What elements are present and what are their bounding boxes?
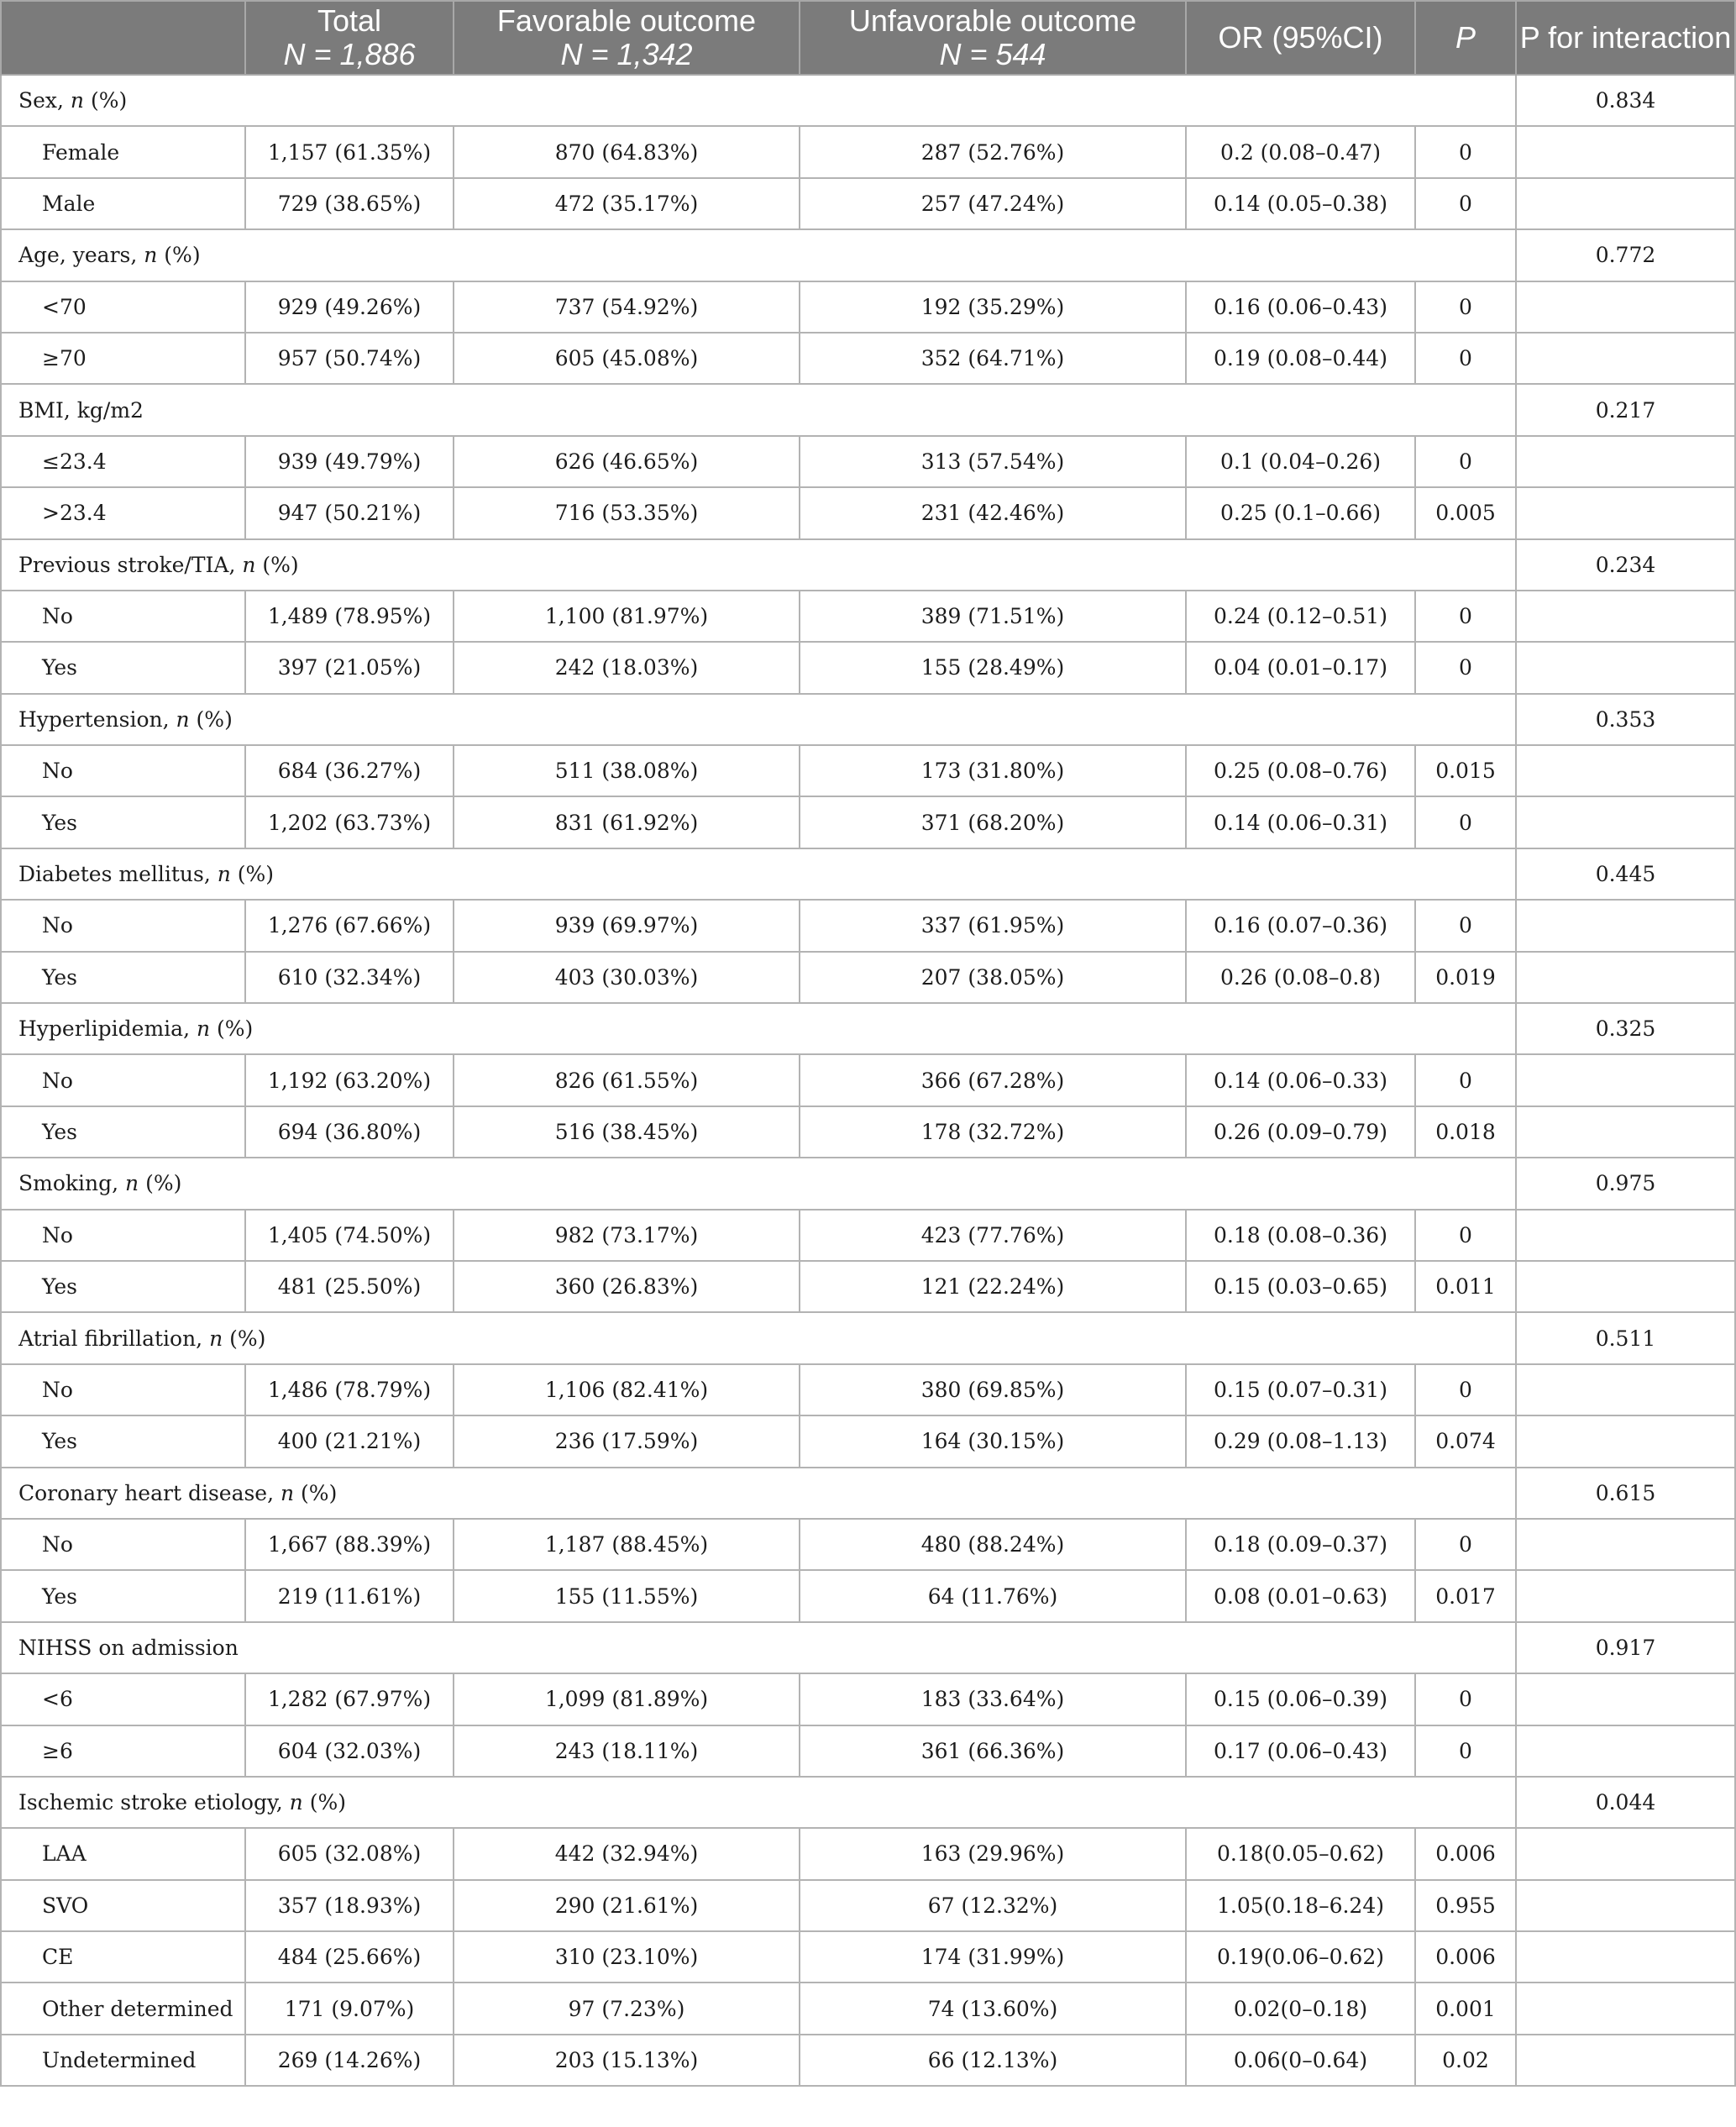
unfavorable-cell: 163 (29.96%) — [800, 1828, 1186, 1879]
unfavorable-cell: 121 (22.24%) — [800, 1261, 1186, 1312]
group-label-n: n — [209, 1326, 223, 1351]
table-body — [1, 75, 1735, 2086]
header-total: Total N = 1,886 — [245, 1, 454, 75]
unfavorable-cell: 74 (13.60%) — [800, 1983, 1186, 2034]
group-label-n: n — [70, 88, 85, 113]
favorable-cell: 982 (73.17%) — [454, 1210, 800, 1261]
favorable-cell: 939 (69.97%) — [454, 900, 800, 951]
unfavorable-cell: 287 (52.76%) — [800, 126, 1186, 177]
favorable-cell: 737 (54.92%) — [454, 281, 800, 333]
total-cell: 729 (38.65%) — [245, 178, 454, 229]
group-label — [1, 539, 1516, 591]
table-row — [1, 436, 1735, 487]
or-ci-cell: 0.16 (0.07–0.36) — [1186, 900, 1415, 951]
empty-cell — [1516, 1880, 1735, 1931]
header-p-interaction: P for interaction — [1516, 1, 1735, 75]
header-row — [1, 1, 1735, 75]
favorable-cell: 472 (35.17%) — [454, 178, 800, 229]
group-label-suffix: (%) — [255, 552, 299, 577]
table-row — [1, 1725, 1735, 1777]
subgroup-label: Other determined — [1, 1983, 245, 2034]
empty-cell — [1516, 900, 1735, 951]
or-ci-cell: 0.25 (0.08–0.76) — [1186, 745, 1415, 796]
p-value-cell: 0 — [1415, 281, 1516, 333]
favorable-cell: 826 (61.55%) — [454, 1054, 800, 1106]
subgroup-label: Yes — [1, 1415, 245, 1467]
p-value-cell: 0.011 — [1415, 1261, 1516, 1312]
favorable-cell: 403 (30.03%) — [454, 952, 800, 1003]
subgroup-label: Yes — [1, 1106, 245, 1158]
total-cell: 929 (49.26%) — [245, 281, 454, 333]
p-value-cell: 0 — [1415, 1364, 1516, 1415]
unfavorable-cell: 480 (88.24%) — [800, 1519, 1186, 1570]
p-value-cell: 0 — [1415, 178, 1516, 229]
table-row — [1, 900, 1735, 951]
group-row — [1, 1003, 1735, 1054]
empty-cell — [1516, 333, 1735, 384]
group-label — [1, 848, 1516, 900]
group-label-text: Previous stroke/TIA, — [18, 552, 243, 577]
group-row — [1, 1312, 1735, 1363]
group-label-suffix: (%) — [139, 1171, 182, 1196]
table-row — [1, 952, 1735, 1003]
table-row — [1, 2035, 1735, 2086]
group-row — [1, 229, 1735, 281]
empty-cell — [1516, 1931, 1735, 1983]
subgroup-label: >23.4 — [1, 487, 245, 538]
subgroup-label: Yes — [1, 1570, 245, 1621]
table-row — [1, 1106, 1735, 1158]
or-ci-cell: 1.05(0.18–6.24) — [1186, 1880, 1415, 1931]
p-value-cell: 0 — [1415, 900, 1516, 951]
favorable-cell: 1,187 (88.45%) — [454, 1519, 800, 1570]
header-blank-cell — [1, 1, 245, 75]
p-value-cell: 0.006 — [1415, 1828, 1516, 1879]
group-label-suffix: (%) — [223, 1326, 266, 1351]
group-label-text: Coronary heart disease, — [18, 1480, 281, 1505]
p-interaction-value: 0.834 — [1516, 75, 1735, 126]
total-cell: 957 (50.74%) — [245, 333, 454, 384]
subgroup-label: Yes — [1, 642, 245, 693]
p-value-cell: 0.074 — [1415, 1415, 1516, 1467]
group-label-n: n — [217, 862, 231, 887]
p-value-cell: 0 — [1415, 591, 1516, 642]
group-row — [1, 75, 1735, 126]
p-value-cell: 0 — [1415, 333, 1516, 384]
p-value-cell: 0 — [1415, 1210, 1516, 1261]
unfavorable-cell: 423 (77.76%) — [800, 1210, 1186, 1261]
subgroup-label: ≥6 — [1, 1725, 245, 1777]
total-cell: 1,282 (67.97%) — [245, 1673, 454, 1725]
unfavorable-cell: 66 (12.13%) — [800, 2035, 1186, 2086]
total-cell: 604 (32.03%) — [245, 1725, 454, 1777]
table-row — [1, 1931, 1735, 1983]
empty-cell — [1516, 642, 1735, 693]
empty-cell — [1516, 952, 1735, 1003]
table-row — [1, 796, 1735, 848]
group-label-n: n — [289, 1790, 303, 1815]
total-cell: 400 (21.21%) — [245, 1415, 454, 1467]
empty-cell — [1516, 591, 1735, 642]
subgroup-label: No — [1, 745, 245, 796]
unfavorable-cell: 174 (31.99%) — [800, 1931, 1186, 1983]
p-value-cell: 0 — [1415, 1725, 1516, 1777]
subgroup-label: <70 — [1, 281, 245, 333]
empty-cell — [1516, 1054, 1735, 1106]
unfavorable-cell: 371 (68.20%) — [800, 796, 1186, 848]
favorable-cell: 1,106 (82.41%) — [454, 1364, 800, 1415]
empty-cell — [1516, 436, 1735, 487]
unfavorable-cell: 155 (28.49%) — [800, 642, 1186, 693]
or-ci-cell: 0.2 (0.08–0.47) — [1186, 126, 1415, 177]
total-cell: 481 (25.50%) — [245, 1261, 454, 1312]
p-value-cell: 0.017 — [1415, 1570, 1516, 1621]
table-row — [1, 178, 1735, 229]
favorable-cell: 203 (15.13%) — [454, 2035, 800, 2086]
table-row — [1, 1415, 1735, 1467]
empty-cell — [1516, 1673, 1735, 1725]
empty-cell — [1516, 1106, 1735, 1158]
group-label-text: BMI, kg/m2 — [18, 397, 144, 423]
p-value-cell: 0.02 — [1415, 2035, 1516, 2086]
group-label — [1, 1777, 1516, 1828]
favorable-cell: 870 (64.83%) — [454, 126, 800, 177]
group-label-n: n — [242, 552, 256, 577]
p-interaction-value: 0.325 — [1516, 1003, 1735, 1054]
group-label-suffix: (%) — [302, 1790, 346, 1815]
total-cell: 605 (32.08%) — [245, 1828, 454, 1879]
p-interaction-value: 0.917 — [1516, 1622, 1735, 1673]
or-ci-cell: 0.1 (0.04–0.26) — [1186, 436, 1415, 487]
or-ci-cell: 0.17 (0.06–0.43) — [1186, 1725, 1415, 1777]
p-value-cell: 0 — [1415, 1519, 1516, 1570]
or-ci-cell: 0.14 (0.06–0.33) — [1186, 1054, 1415, 1106]
total-cell: 171 (9.07%) — [245, 1983, 454, 2034]
or-ci-cell: 0.15 (0.07–0.31) — [1186, 1364, 1415, 1415]
subgroup-label: Yes — [1, 1261, 245, 1312]
unfavorable-cell: 257 (47.24%) — [800, 178, 1186, 229]
favorable-cell: 626 (46.65%) — [454, 436, 800, 487]
p-value-cell: 0.015 — [1415, 745, 1516, 796]
favorable-cell: 236 (17.59%) — [454, 1415, 800, 1467]
total-cell: 684 (36.27%) — [245, 745, 454, 796]
table-row — [1, 1880, 1735, 1931]
table-row — [1, 591, 1735, 642]
total-cell: 1,489 (78.95%) — [245, 591, 454, 642]
favorable-cell: 1,100 (81.97%) — [454, 591, 800, 642]
p-value-cell: 0 — [1415, 1054, 1516, 1106]
p-interaction-value: 0.445 — [1516, 848, 1735, 900]
or-ci-cell: 0.18 (0.08–0.36) — [1186, 1210, 1415, 1261]
or-ci-cell: 0.02(0–0.18) — [1186, 1983, 1415, 2034]
p-interaction-value: 0.353 — [1516, 694, 1735, 745]
total-cell: 1,667 (88.39%) — [245, 1519, 454, 1570]
or-ci-cell: 0.18 (0.09–0.37) — [1186, 1519, 1415, 1570]
unfavorable-cell: 231 (42.46%) — [800, 487, 1186, 538]
favorable-cell: 290 (21.61%) — [454, 1880, 800, 1931]
group-label-text: Age, years, — [18, 243, 144, 268]
p-value-cell: 0.955 — [1415, 1880, 1516, 1931]
unfavorable-cell: 207 (38.05%) — [800, 952, 1186, 1003]
table-row — [1, 126, 1735, 177]
p-value-cell: 0.019 — [1415, 952, 1516, 1003]
p-value-cell: 0 — [1415, 126, 1516, 177]
or-ci-cell: 0.14 (0.05–0.38) — [1186, 178, 1415, 229]
total-cell: 484 (25.66%) — [245, 1931, 454, 1983]
unfavorable-cell: 389 (71.51%) — [800, 591, 1186, 642]
subgroup-label: <6 — [1, 1673, 245, 1725]
empty-cell — [1516, 1210, 1735, 1261]
unfavorable-cell: 164 (30.15%) — [800, 1415, 1186, 1467]
total-cell: 939 (49.79%) — [245, 436, 454, 487]
empty-cell — [1516, 745, 1735, 796]
p-value-cell: 0.006 — [1415, 1931, 1516, 1983]
favorable-cell: 605 (45.08%) — [454, 333, 800, 384]
total-cell: 1,202 (63.73%) — [245, 796, 454, 848]
or-ci-cell: 0.06(0–0.64) — [1186, 2035, 1415, 2086]
unfavorable-cell: 192 (35.29%) — [800, 281, 1186, 333]
table-row — [1, 1570, 1735, 1621]
subgroup-label: Yes — [1, 952, 245, 1003]
subgroup-label: Male — [1, 178, 245, 229]
table-row — [1, 487, 1735, 538]
subgroup-label: Undetermined — [1, 2035, 245, 2086]
table-row — [1, 1054, 1735, 1106]
subgroup-label: ≤23.4 — [1, 436, 245, 487]
group-row — [1, 539, 1735, 591]
table-row — [1, 642, 1735, 693]
or-ci-cell: 0.14 (0.06–0.31) — [1186, 796, 1415, 848]
empty-cell — [1516, 1983, 1735, 2034]
subgroup-label: No — [1, 1210, 245, 1261]
empty-cell — [1516, 281, 1735, 333]
group-row — [1, 1158, 1735, 1209]
or-ci-cell: 0.15 (0.06–0.39) — [1186, 1673, 1415, 1725]
subgroup-label: ≥70 — [1, 333, 245, 384]
or-ci-cell: 0.18(0.05–0.62) — [1186, 1828, 1415, 1879]
empty-cell — [1516, 178, 1735, 229]
table-row — [1, 1673, 1735, 1725]
group-label-text: Atrial fibrillation, — [18, 1326, 210, 1351]
group-label-n: n — [125, 1171, 139, 1196]
subgroup-label: No — [1, 1364, 245, 1415]
header-or: OR (95%CI) — [1186, 1, 1415, 75]
total-cell: 1,405 (74.50%) — [245, 1210, 454, 1261]
favorable-cell: 360 (26.83%) — [454, 1261, 800, 1312]
p-interaction-value: 0.975 — [1516, 1158, 1735, 1209]
p-value-cell: 0.005 — [1415, 487, 1516, 538]
table-row — [1, 1983, 1735, 2034]
favorable-cell: 97 (7.23%) — [454, 1983, 800, 2034]
empty-cell — [1516, 1519, 1735, 1570]
group-label — [1, 384, 1516, 435]
p-value-cell: 0 — [1415, 642, 1516, 693]
empty-cell — [1516, 1364, 1735, 1415]
unfavorable-cell: 337 (61.95%) — [800, 900, 1186, 951]
group-label — [1, 75, 1516, 126]
or-ci-cell: 0.26 (0.08–0.8) — [1186, 952, 1415, 1003]
group-label-text: Sex, — [18, 88, 71, 113]
group-label-text: Ischemic stroke etiology, — [18, 1790, 290, 1815]
group-row — [1, 384, 1735, 435]
p-interaction-value: 0.511 — [1516, 1312, 1735, 1363]
total-cell: 1,276 (67.66%) — [245, 900, 454, 951]
empty-cell — [1516, 487, 1735, 538]
unfavorable-cell: 380 (69.85%) — [800, 1364, 1186, 1415]
group-label — [1, 229, 1516, 281]
or-ci-cell: 0.29 (0.08–1.13) — [1186, 1415, 1415, 1467]
group-label-suffix: (%) — [294, 1480, 338, 1505]
p-value-cell: 0 — [1415, 1673, 1516, 1725]
p-interaction-value: 0.217 — [1516, 384, 1735, 435]
header-unfavorable: Unfavorable outcome N = 544 — [800, 1, 1186, 75]
subgroup-label: Female — [1, 126, 245, 177]
empty-cell — [1516, 1570, 1735, 1621]
table-row — [1, 1210, 1735, 1261]
total-cell: 610 (32.34%) — [245, 952, 454, 1003]
favorable-cell: 243 (18.11%) — [454, 1725, 800, 1777]
favorable-cell: 516 (38.45%) — [454, 1106, 800, 1158]
p-interaction-value: 0.772 — [1516, 229, 1735, 281]
p-interaction-value: 0.044 — [1516, 1777, 1735, 1828]
favorable-cell: 1,099 (81.89%) — [454, 1673, 800, 1725]
table-row — [1, 1364, 1735, 1415]
total-cell: 1,157 (61.35%) — [245, 126, 454, 177]
or-ci-cell: 0.19 (0.08–0.44) — [1186, 333, 1415, 384]
empty-cell — [1516, 1415, 1735, 1467]
empty-cell — [1516, 1261, 1735, 1312]
table-row — [1, 1519, 1735, 1570]
subgroup-label: Yes — [1, 796, 245, 848]
subgroup-label: No — [1, 1519, 245, 1570]
total-cell: 269 (14.26%) — [245, 2035, 454, 2086]
unfavorable-cell: 173 (31.80%) — [800, 745, 1186, 796]
group-row — [1, 848, 1735, 900]
total-cell: 357 (18.93%) — [245, 1880, 454, 1931]
unfavorable-cell: 67 (12.32%) — [800, 1880, 1186, 1931]
favorable-cell: 442 (32.94%) — [454, 1828, 800, 1879]
group-label-suffix: (%) — [157, 243, 201, 268]
unfavorable-cell: 352 (64.71%) — [800, 333, 1186, 384]
table-row — [1, 281, 1735, 333]
group-label-text: Diabetes mellitus, — [18, 862, 218, 887]
group-label-suffix: (%) — [210, 1016, 254, 1042]
group-label — [1, 1468, 1516, 1519]
subgroup-label: SVO — [1, 1880, 245, 1931]
group-label — [1, 1158, 1516, 1209]
favorable-cell: 831 (61.92%) — [454, 796, 800, 848]
or-ci-cell: 0.25 (0.1–0.66) — [1186, 487, 1415, 538]
p-value-cell: 0 — [1415, 796, 1516, 848]
favorable-cell: 310 (23.10%) — [454, 1931, 800, 1983]
total-cell: 1,486 (78.79%) — [245, 1364, 454, 1415]
empty-cell — [1516, 796, 1735, 848]
group-row — [1, 1468, 1735, 1519]
favorable-cell: 155 (11.55%) — [454, 1570, 800, 1621]
header-favorable: Favorable outcome N = 1,342 — [454, 1, 800, 75]
favorable-cell: 511 (38.08%) — [454, 745, 800, 796]
group-label-text: Hypertension, — [18, 706, 176, 732]
subgroup-label: LAA — [1, 1828, 245, 1879]
group-row — [1, 1777, 1735, 1828]
unfavorable-cell: 313 (57.54%) — [800, 436, 1186, 487]
table-row — [1, 333, 1735, 384]
favorable-cell: 242 (18.03%) — [454, 642, 800, 693]
group-label — [1, 1003, 1516, 1054]
header-p: P — [1415, 1, 1516, 75]
group-label-suffix: (%) — [84, 88, 128, 113]
subgroup-label: CE — [1, 1931, 245, 1983]
p-value-cell: 0.001 — [1415, 1983, 1516, 2034]
unfavorable-cell: 366 (67.28%) — [800, 1054, 1186, 1106]
empty-cell — [1516, 2035, 1735, 2086]
total-cell: 397 (21.05%) — [245, 642, 454, 693]
unfavorable-cell: 361 (66.36%) — [800, 1725, 1186, 1777]
group-label-text: Hyperlipidemia, — [18, 1016, 197, 1042]
total-cell: 1,192 (63.20%) — [245, 1054, 454, 1106]
group-row — [1, 1622, 1735, 1673]
table-row — [1, 1261, 1735, 1312]
unfavorable-cell: 64 (11.76%) — [800, 1570, 1186, 1621]
unfavorable-cell: 183 (33.64%) — [800, 1673, 1186, 1725]
p-value-cell: 0.018 — [1415, 1106, 1516, 1158]
group-label — [1, 1622, 1516, 1673]
group-label-n: n — [196, 1016, 211, 1042]
group-label-n: n — [281, 1480, 295, 1505]
total-cell: 219 (11.61%) — [245, 1570, 454, 1621]
group-label-text: NIHSS on admission — [18, 1635, 239, 1660]
empty-cell — [1516, 126, 1735, 177]
empty-cell — [1516, 1828, 1735, 1879]
group-label-suffix: (%) — [230, 862, 275, 887]
table-row — [1, 745, 1735, 796]
group-label-n: n — [176, 706, 190, 732]
p-interaction-value: 0.234 — [1516, 539, 1735, 591]
subgroup-label: No — [1, 591, 245, 642]
table-row — [1, 1828, 1735, 1879]
or-ci-cell: 0.15 (0.03–0.65) — [1186, 1261, 1415, 1312]
subgroup-label: No — [1, 1054, 245, 1106]
total-cell: 947 (50.21%) — [245, 487, 454, 538]
subgroup-label: No — [1, 900, 245, 951]
or-ci-cell: 0.16 (0.06–0.43) — [1186, 281, 1415, 333]
or-ci-cell: 0.08 (0.01–0.63) — [1186, 1570, 1415, 1621]
total-cell: 694 (36.80%) — [245, 1106, 454, 1158]
or-ci-cell: 0.19(0.06–0.62) — [1186, 1931, 1415, 1983]
group-label — [1, 1312, 1516, 1363]
or-ci-cell: 0.26 (0.09–0.79) — [1186, 1106, 1415, 1158]
group-label-suffix: (%) — [189, 706, 233, 732]
unfavorable-cell: 178 (32.72%) — [800, 1106, 1186, 1158]
empty-cell — [1516, 1725, 1735, 1777]
group-label — [1, 694, 1516, 745]
or-ci-cell: 0.04 (0.01–0.17) — [1186, 642, 1415, 693]
p-value-cell: 0 — [1415, 436, 1516, 487]
or-ci-cell: 0.24 (0.12–0.51) — [1186, 591, 1415, 642]
group-label-n: n — [144, 243, 158, 268]
group-row — [1, 694, 1735, 745]
group-label-text: Smoking, — [18, 1171, 126, 1196]
p-interaction-value: 0.615 — [1516, 1468, 1735, 1519]
favorable-cell: 716 (53.35%) — [454, 487, 800, 538]
